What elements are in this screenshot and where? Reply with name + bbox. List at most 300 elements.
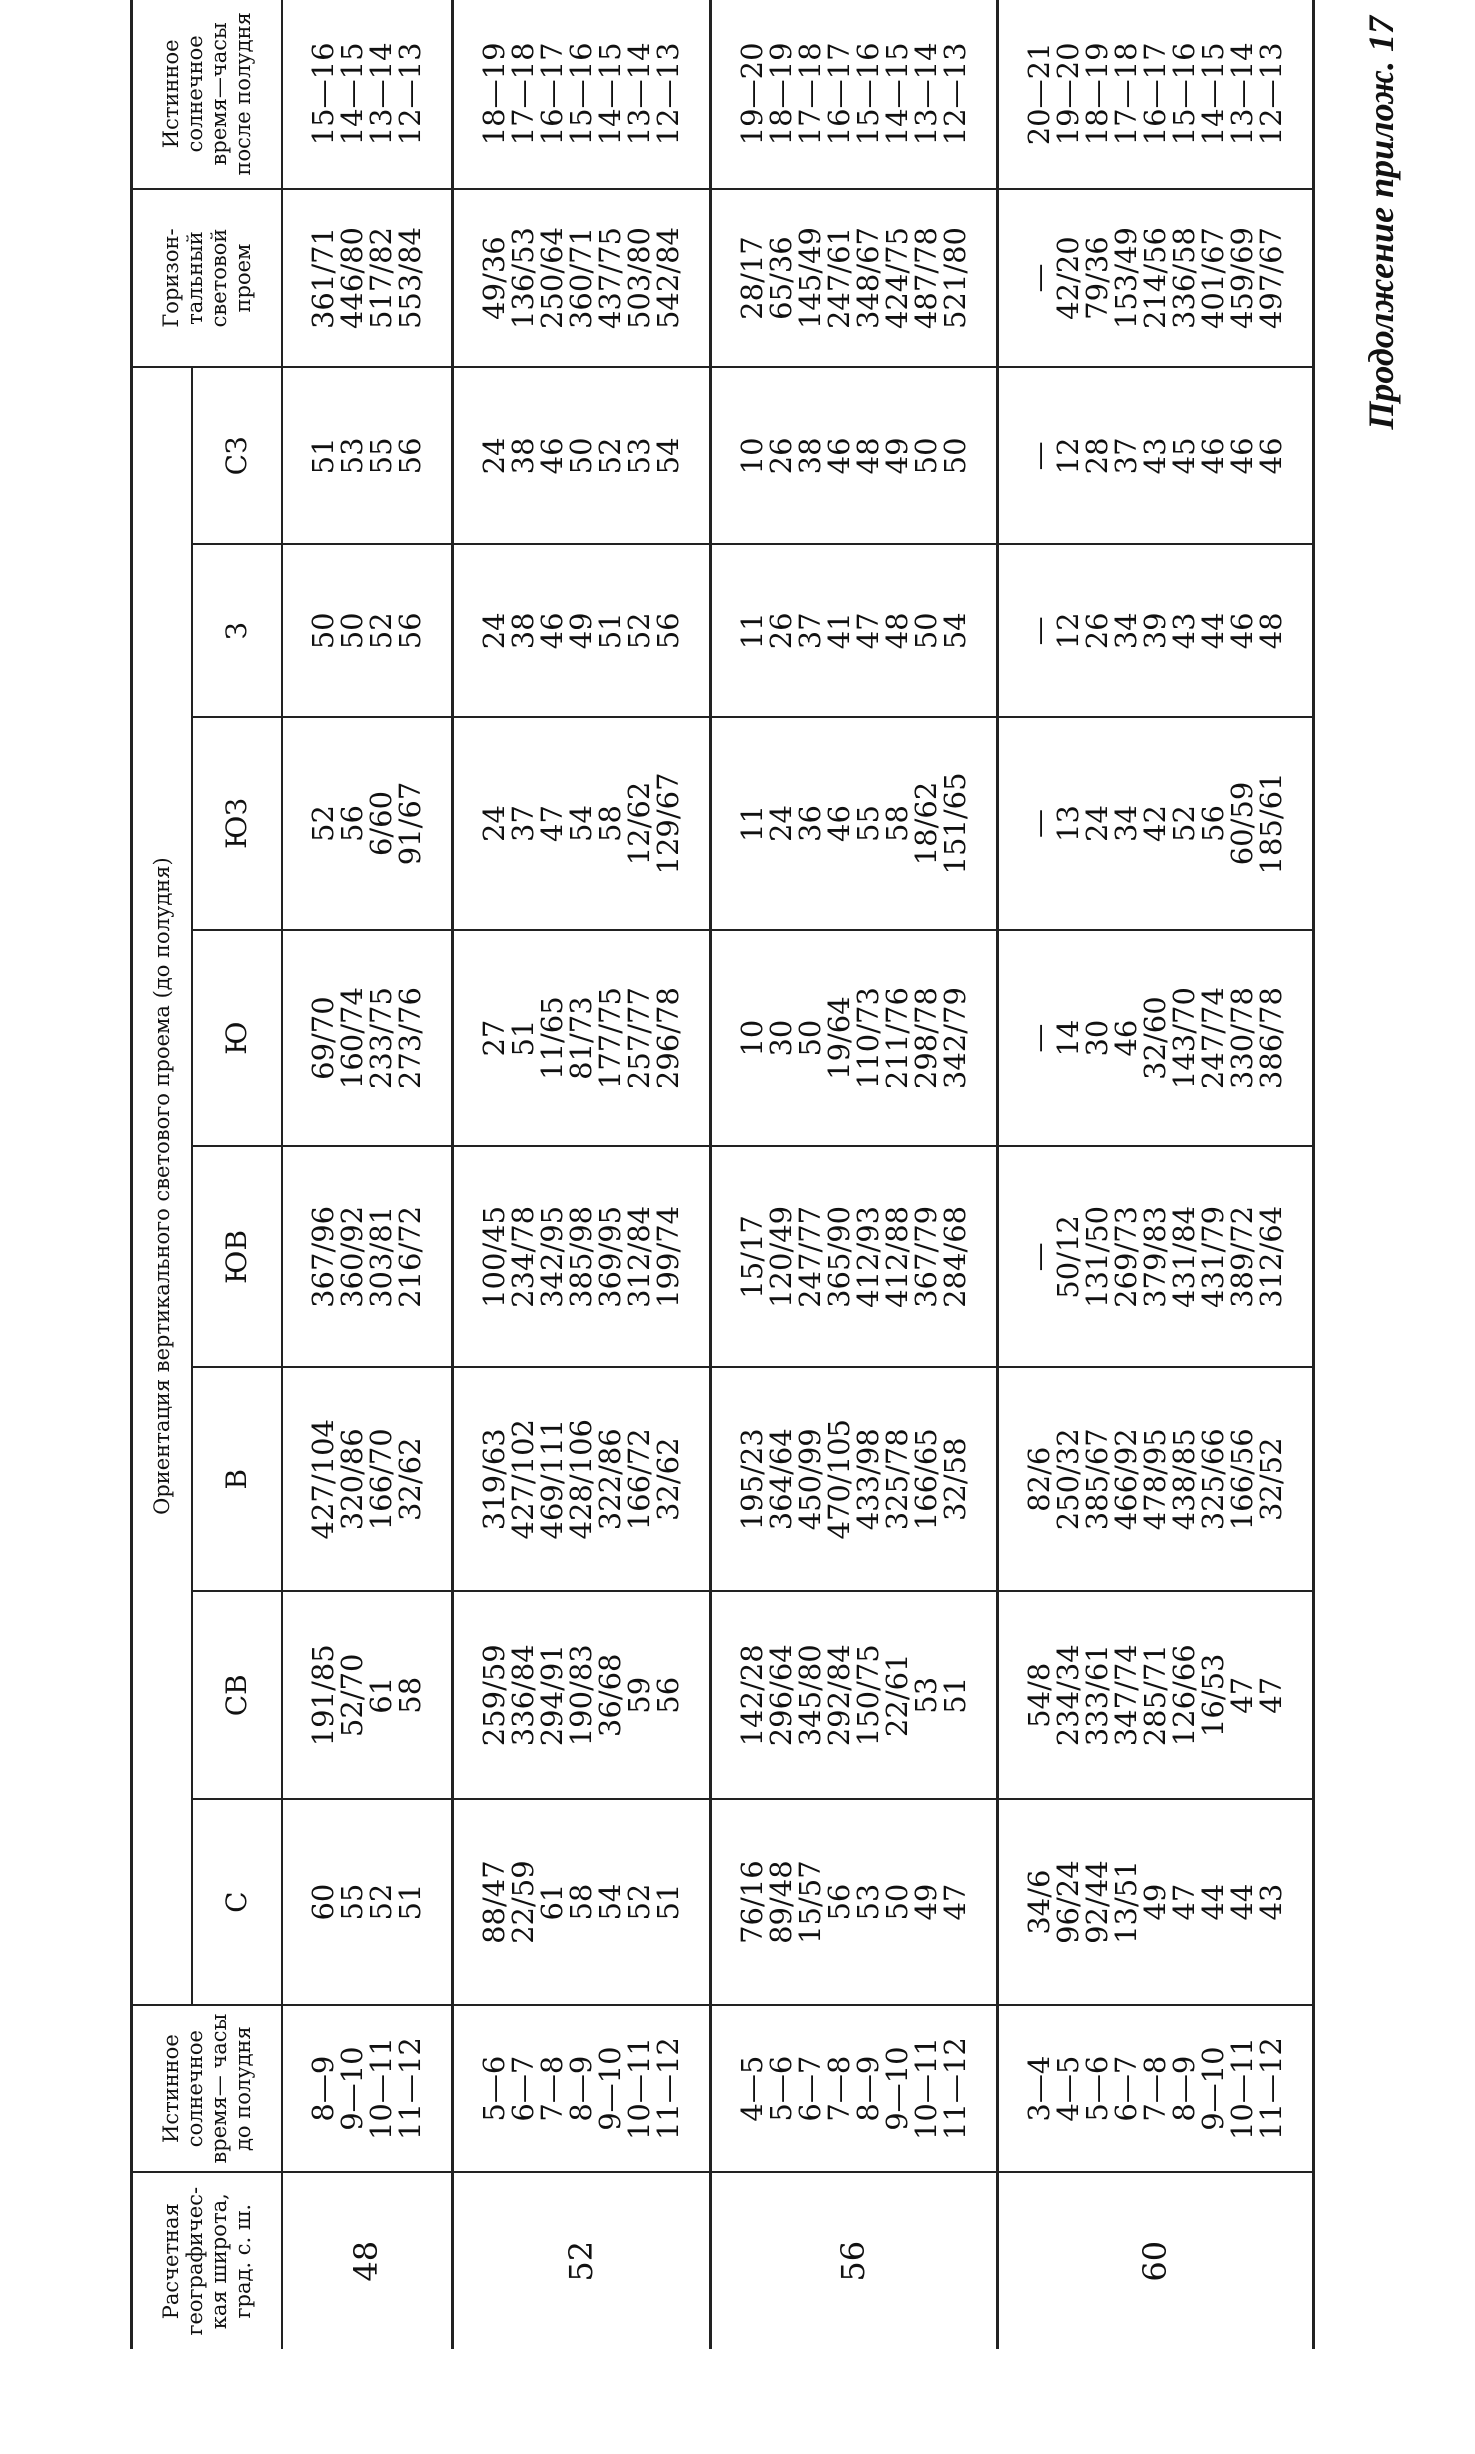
table-cell-value: 234/34 <box>1050 1644 1085 1747</box>
table-cell-value: 37 <box>792 612 827 650</box>
table-cell-value: 19—20 <box>1050 42 1085 146</box>
table-cell-value: 3—4 <box>1021 2055 1056 2122</box>
table-cell-value: 15—16 <box>850 42 885 146</box>
table-cell-value: 53 <box>334 437 369 475</box>
table-cell-value: 56 <box>821 1883 856 1921</box>
table-cell-value: 11—12 <box>650 2037 685 2141</box>
time-afternoon-cell <box>997 0 1313 189</box>
table-cell-value: 9—10 <box>334 2046 369 2131</box>
value-cell <box>710 717 997 929</box>
table-cell-value: 50 <box>305 612 340 650</box>
table-cell-value: 46 <box>1108 1019 1143 1057</box>
table-cell-value: 19/64 <box>821 996 856 1080</box>
table-cell-value: 160/74 <box>334 987 369 1090</box>
table-cell-value: 48 <box>850 437 885 475</box>
table-cell-value: 32/58 <box>937 1437 972 1522</box>
table-cell-value: 11—12 <box>937 2037 972 2141</box>
table-cell-value: 91/67 <box>392 781 427 866</box>
value-cell <box>710 1146 997 1367</box>
table-cell-value: 59 <box>621 1676 656 1714</box>
table-cell-value: 65/36 <box>763 236 798 320</box>
table-cell-value: 38 <box>792 437 827 475</box>
table-cell-value: 56 <box>392 437 427 475</box>
header-time-morning: Истинное солнечное время— часы до полудня <box>132 2005 282 2173</box>
table-cell-value: 47 <box>1166 1883 1201 1921</box>
table-cell-value: 58 <box>879 805 914 842</box>
table-cell-value: 166/65 <box>908 1428 943 1531</box>
table-cell-value: 51 <box>937 1676 972 1714</box>
table-cell-value: 367/96 <box>305 1205 340 1308</box>
table-cell-value: 401/67 <box>1195 227 1230 330</box>
table-cell-value: 26 <box>763 612 798 650</box>
table-cell-value: 88/47 <box>476 1860 511 1944</box>
table-cell-value: 296/78 <box>650 987 685 1090</box>
value-cell <box>997 930 1313 1147</box>
table-cell-value: 42 <box>1137 805 1172 842</box>
header-orientation-group: Ориентация вертикального светового проема (до полудня) <box>132 367 192 2004</box>
table-cell-value: 61 <box>534 1883 569 1921</box>
table-cell-value: 521/80 <box>937 227 972 330</box>
table-cell-value: 15/57 <box>792 1860 827 1944</box>
table-cell-value: 360/92 <box>334 1205 369 1308</box>
table-cell-value: 10—11 <box>1224 2037 1259 2141</box>
table-cell-value: 542/84 <box>650 227 685 330</box>
table-cell-value: 438/85 <box>1166 1428 1201 1531</box>
table-cell-value: 82/6 <box>1021 1446 1056 1512</box>
table-cell-value: 13—14 <box>1224 42 1259 146</box>
table-cell-value: 294/91 <box>534 1644 569 1747</box>
table-cell-value: 52/70 <box>334 1653 369 1738</box>
latitude-group-row <box>452 0 710 2349</box>
table-cell-value: 347/74 <box>1108 1644 1143 1747</box>
time-afternoon-cell <box>452 0 710 189</box>
table-cell-value: 44 <box>1195 1883 1230 1921</box>
latitude-group-row <box>997 0 1313 2349</box>
table-cell-value: 54 <box>592 1883 627 1921</box>
table-cell-value: 15—16 <box>563 42 598 146</box>
table-cell-value: 24 <box>476 612 511 650</box>
table-cell-value: 22/59 <box>505 1860 540 1944</box>
value-cell <box>710 189 997 368</box>
table-cell-value: 22/61 <box>879 1653 914 1738</box>
table-cell-value: 52 <box>621 612 656 650</box>
insolation-table <box>130 0 1315 2349</box>
table-cell-value: 51 <box>392 1883 427 1921</box>
table-cell-value: 34 <box>1108 805 1143 842</box>
table-cell-value: 10 <box>734 437 769 475</box>
value-cell <box>997 1146 1313 1367</box>
table-cell-value: 38 <box>505 437 540 475</box>
table-cell-value: 46 <box>821 805 856 842</box>
table-cell-value: 46 <box>1224 612 1259 650</box>
table-cell-value: 312/84 <box>621 1205 656 1308</box>
table-cell-value: 17—18 <box>792 42 827 146</box>
table-cell-value: 58 <box>563 1883 598 1921</box>
table-cell-value: 5—6 <box>1079 2055 1114 2122</box>
table-cell-value: 7—8 <box>534 2055 569 2122</box>
value-cell <box>710 1367 997 1591</box>
table-cell-value: 89/48 <box>763 1860 798 1944</box>
value-cell <box>997 1367 1313 1591</box>
table-cell-value: 553/84 <box>392 227 427 330</box>
table-cell-value: 51 <box>305 437 340 475</box>
header-horizontal: Горизон-тальный световой проем <box>132 189 282 368</box>
table-cell-value: 385/98 <box>563 1205 598 1308</box>
table-cell-value: 50 <box>563 437 598 475</box>
latitude-cell: 48 <box>282 2172 453 2349</box>
table-cell-value: 257/77 <box>621 987 656 1090</box>
table-cell-value: 52 <box>1166 805 1201 842</box>
table-cell-value: 48 <box>1253 612 1288 650</box>
table-cell-value: 195/23 <box>734 1428 769 1531</box>
table-cell-value: 190/83 <box>563 1644 598 1747</box>
table-cell-value: 6/60 <box>363 790 398 857</box>
header-time-afternoon: Истинное солнечное время—часы после полудня <box>132 0 282 189</box>
table-cell-value: 39 <box>1137 612 1172 650</box>
table-cell-value: 79/36 <box>1079 236 1114 320</box>
table-cell-value: 50 <box>334 612 369 650</box>
value-cell <box>452 717 710 929</box>
table-cell-value: 15/17 <box>734 1215 769 1299</box>
table-cell-value: 14—15 <box>879 42 914 146</box>
table-cell-value: 330/78 <box>1224 987 1259 1090</box>
value-cell <box>710 1591 997 1799</box>
table-cell-value: — <box>1021 1023 1056 1053</box>
latitude-cell: 56 <box>710 2172 997 2349</box>
table-cell-value: 60 <box>305 1883 340 1921</box>
table-cell-value: 17—18 <box>1108 42 1143 146</box>
table-cell-value: 26 <box>1079 612 1114 650</box>
time-morning-cell <box>452 2005 710 2173</box>
table-cell-value: 16/53 <box>1195 1653 1230 1738</box>
table-cell-value: 51 <box>650 1883 685 1921</box>
table-cell-value: 47 <box>937 1883 972 1921</box>
table-cell-value: 269/73 <box>1108 1205 1143 1308</box>
table-cell-value: 52 <box>592 437 627 475</box>
latitude-group-row <box>282 0 453 2349</box>
table-cell-value: 46 <box>534 612 569 650</box>
value-cell <box>282 1367 453 1591</box>
value-cell <box>710 544 997 717</box>
table-cell-value: 177/75 <box>592 987 627 1090</box>
table-cell-value: 166/70 <box>363 1428 398 1531</box>
table-cell-value: 16—17 <box>534 42 569 146</box>
table-cell-value: 46 <box>821 437 856 475</box>
table-cell-value: 360/71 <box>563 227 598 330</box>
table-cell-value: 185/61 <box>1253 772 1288 875</box>
table-cell-value: 56 <box>1195 805 1230 842</box>
table-cell-value: 10 <box>734 1019 769 1057</box>
table-cell-value: 325/66 <box>1195 1428 1230 1531</box>
table-cell-value: 342/79 <box>937 987 972 1090</box>
value-cell <box>710 930 997 1147</box>
table-cell-value: 46 <box>1224 437 1259 475</box>
table-cell-value: 51 <box>592 612 627 650</box>
table-cell-value: 52 <box>363 612 398 650</box>
table-cell-value: 56 <box>650 612 685 650</box>
table-cell-value: 55 <box>363 437 398 475</box>
table-cell-value: 364/64 <box>763 1428 798 1531</box>
table-cell-value: 233/75 <box>363 987 398 1090</box>
table-cell-value: 298/78 <box>908 987 943 1090</box>
table-cell-value: 69/70 <box>305 996 340 1080</box>
value-cell <box>997 544 1313 717</box>
table-cell-value: 30 <box>1079 1019 1114 1057</box>
table-cell-value: 386/78 <box>1253 987 1288 1090</box>
table-cell-value: 325/78 <box>879 1428 914 1531</box>
table-cell-value: 48 <box>879 612 914 650</box>
table-cell-value: 369/95 <box>592 1205 627 1308</box>
table-cell-value: 56 <box>392 612 427 650</box>
table-cell-value: 52 <box>305 805 340 842</box>
table-cell-value: 15—16 <box>305 42 340 146</box>
table-cell-value: — <box>1021 1242 1056 1272</box>
header-direction: З <box>192 544 282 717</box>
table-cell-value: 412/93 <box>850 1205 885 1308</box>
table-cell-value: 459/69 <box>1224 227 1259 330</box>
table-cell-value: 14—15 <box>592 42 627 146</box>
table-cell-value: 11—12 <box>1253 2037 1288 2141</box>
table-cell-value: 446/80 <box>334 227 369 330</box>
table-cell-value: 12 <box>1050 612 1085 650</box>
table-cell-value: 26 <box>763 437 798 475</box>
table-cell-value: 336/58 <box>1166 227 1201 330</box>
table-cell-value: 47 <box>1224 1676 1259 1714</box>
table-cell-value: 427/102 <box>505 1419 540 1540</box>
table-cell-value: 379/83 <box>1137 1205 1172 1308</box>
table-cell-value: 43 <box>1137 437 1172 475</box>
table-cell-value: 9—10 <box>1195 2046 1230 2131</box>
table-cell-value: 50 <box>792 1019 827 1057</box>
table-cell-value: 50 <box>908 437 943 475</box>
table-cell-value: 6—7 <box>792 2055 827 2122</box>
table-cell-value: 18/62 <box>908 781 943 866</box>
table-cell-value: 50 <box>908 612 943 650</box>
table-cell-value: 44 <box>1224 1883 1259 1921</box>
table-cell-value: 92/44 <box>1079 1860 1114 1944</box>
table-cell-value: 348/67 <box>850 227 885 330</box>
table-cell-value: 431/84 <box>1166 1205 1201 1308</box>
table-cell-value: 126/66 <box>1166 1644 1201 1747</box>
time-morning-cell <box>997 2005 1313 2173</box>
value-cell <box>282 930 453 1147</box>
header-direction: С <box>192 1799 282 2004</box>
table-cell-value: 6—7 <box>1108 2055 1143 2122</box>
value-cell <box>710 1799 997 2004</box>
table-cell-value: 428/106 <box>563 1419 598 1540</box>
table-cell-value: 216/72 <box>392 1205 427 1308</box>
table-cell-value: 214/56 <box>1137 227 1172 330</box>
value-cell <box>282 1591 453 1799</box>
table-cell-value: 9—10 <box>592 2046 627 2131</box>
table-cell-value: 247/74 <box>1195 987 1230 1090</box>
table-cell-value: 47 <box>850 612 885 650</box>
table-cell-value: 503/80 <box>621 227 656 330</box>
table-cell-value: 100/45 <box>476 1205 511 1308</box>
table-cell-value: 16—17 <box>821 42 856 146</box>
value-cell <box>452 1799 710 2004</box>
table-cell-value: 13—14 <box>363 42 398 146</box>
table-cell-value: 312/64 <box>1253 1205 1288 1308</box>
table-cell-value: 43 <box>1166 612 1201 650</box>
latitude-group-row <box>710 0 997 2349</box>
table-cell-value: 12—13 <box>1253 42 1288 146</box>
table-cell-value: 55 <box>334 1883 369 1921</box>
table-cell-value: 37 <box>1108 437 1143 475</box>
header-direction: Ю <box>192 930 282 1147</box>
table-cell-value: 437/75 <box>592 227 627 330</box>
table-cell-value: 284/68 <box>937 1205 972 1308</box>
table-cell-value: 319/63 <box>476 1428 511 1531</box>
table-cell-value: 151/65 <box>937 772 972 875</box>
table-cell-value: 285/71 <box>1137 1644 1172 1747</box>
table-cell-value: 433/98 <box>850 1428 885 1531</box>
table-cell-value: 7—8 <box>821 2055 856 2122</box>
table-cell-value: 13 <box>1050 805 1085 842</box>
table-cell-value: 120/49 <box>763 1205 798 1308</box>
table-cell-value: 191/85 <box>305 1644 340 1747</box>
table-cell-value: 466/92 <box>1108 1428 1143 1531</box>
table-cell-value: 54/8 <box>1021 1662 1056 1728</box>
table-cell-value: 54 <box>650 437 685 475</box>
table-cell-value: 10—11 <box>908 2037 943 2141</box>
table-cell-value: — <box>1021 808 1056 838</box>
table-cell-value: 342/95 <box>534 1205 569 1308</box>
table-cell-value: 12 <box>1050 437 1085 475</box>
table-cell-value: 56 <box>650 1676 685 1714</box>
table-cell-value: 76/16 <box>734 1860 769 1944</box>
value-cell <box>997 1799 1313 2004</box>
table-cell-value: 166/56 <box>1224 1428 1259 1531</box>
table-cell-value: 11 <box>734 805 769 842</box>
table-cell-value: 43 <box>1253 1883 1288 1921</box>
table-cell-value: 385/67 <box>1079 1428 1114 1531</box>
value-cell <box>997 367 1313 544</box>
table-cell-value: 497/67 <box>1253 227 1288 330</box>
table-cell-value: 322/86 <box>592 1428 627 1531</box>
table-cell-value: 8—9 <box>850 2055 885 2122</box>
header-direction: В <box>192 1367 282 1591</box>
table-cell-value: 53 <box>621 437 656 475</box>
table-cell-value: 28/17 <box>734 236 769 320</box>
table-cell-value: 47 <box>534 805 569 842</box>
table-cell-value: 412/88 <box>879 1205 914 1308</box>
header-direction: ЮВ <box>192 1146 282 1367</box>
table-cell-value: 4—5 <box>1050 2055 1085 2122</box>
table-cell-value: 10—11 <box>363 2037 398 2141</box>
value-cell <box>452 544 710 717</box>
table-cell-value: 20—21 <box>1021 42 1056 146</box>
table-cell-value: 49 <box>879 437 914 475</box>
table-cell-value: 36/68 <box>592 1653 627 1738</box>
value-cell <box>452 189 710 368</box>
table-cell-value: 247/77 <box>792 1205 827 1308</box>
table-cell-value: 12—13 <box>650 42 685 146</box>
table-cell-value: 110/73 <box>850 987 885 1090</box>
table-cell-value: 9—10 <box>879 2046 914 2131</box>
table-cell-value: 58 <box>592 805 627 842</box>
time-morning-cell <box>282 2005 453 2173</box>
value-cell <box>452 1367 710 1591</box>
table-cell-value: 478/95 <box>1137 1428 1172 1531</box>
table-cell-value: 47 <box>1253 1676 1288 1714</box>
table-cell-value: 37 <box>505 805 540 842</box>
latitude-cell: 52 <box>452 2172 710 2349</box>
table-cell-value: 469/111 <box>534 1419 569 1540</box>
table-cell-value: 250/64 <box>534 227 569 330</box>
table-cell-value: 10—11 <box>621 2037 656 2141</box>
table-cell-value: 5—6 <box>476 2055 511 2122</box>
table-cell-value: 14 <box>1050 1019 1085 1057</box>
value-cell <box>282 367 453 544</box>
table-cell-value: 52 <box>363 1883 398 1921</box>
latitude-cell: 60 <box>997 2172 1313 2349</box>
table-cell-value: 49 <box>563 612 598 650</box>
table-cell-value: 320/86 <box>334 1428 369 1531</box>
table-cell-value: 129/67 <box>650 772 685 875</box>
value-cell <box>452 1591 710 1799</box>
table-cell-value: 11 <box>734 612 769 650</box>
table-cell-value: 34 <box>1108 612 1143 650</box>
table-cell-value: 424/75 <box>879 227 914 330</box>
table-cell-value: 8—9 <box>563 2055 598 2122</box>
table-cell-value: 131/50 <box>1079 1205 1114 1308</box>
table-cell-value: 6—7 <box>505 2055 540 2122</box>
table-cell-value: 34/6 <box>1021 1869 1056 1935</box>
table-cell-value: 14—15 <box>1195 42 1230 146</box>
table-cell-value: 44 <box>1195 612 1230 650</box>
table-cell-value: 431/79 <box>1195 1205 1230 1308</box>
table-cell-value: 46 <box>1253 437 1288 475</box>
table-cell-value: 28 <box>1079 437 1114 475</box>
table-cell-value: 166/72 <box>621 1428 656 1531</box>
table-cell-value: 38 <box>505 612 540 650</box>
value-cell <box>282 189 453 368</box>
table-cell-value: 19—20 <box>734 42 769 146</box>
table-cell-value: 303/81 <box>363 1205 398 1308</box>
table-cell-value: 24 <box>1079 805 1114 842</box>
value-cell <box>710 367 997 544</box>
table-cell-value: 42/20 <box>1050 236 1085 320</box>
table-cell-value: 50/12 <box>1050 1215 1085 1299</box>
table-cell-value: 53 <box>850 1883 885 1921</box>
table-cell-value: 136/53 <box>505 227 540 330</box>
table-cell-value: 143/70 <box>1166 987 1201 1090</box>
table-cell-value: 49 <box>1137 1883 1172 1921</box>
table-cell-value: 333/61 <box>1079 1644 1114 1747</box>
header-direction: ЮЗ <box>192 717 282 929</box>
table-cell-value: 54 <box>563 805 598 842</box>
table-cell-value: 24 <box>476 805 511 842</box>
value-cell <box>282 717 453 929</box>
value-cell <box>997 1591 1313 1799</box>
table-cell-value: 52 <box>621 1883 656 1921</box>
table-cell-value: 296/64 <box>763 1644 798 1747</box>
table-cell-value: 81/73 <box>563 996 598 1080</box>
table-cell-value: 5—6 <box>763 2055 798 2122</box>
table-cell-value: 50 <box>937 437 972 475</box>
table-cell-value: — <box>1021 441 1056 471</box>
table-cell-value: 7—8 <box>1137 2055 1172 2122</box>
value-cell <box>452 930 710 1147</box>
table-cell-value: 336/84 <box>505 1644 540 1747</box>
table-cell-value: 46 <box>534 437 569 475</box>
table-cell-value: 487/78 <box>908 227 943 330</box>
header-direction: СЗ <box>192 367 282 544</box>
value-cell <box>452 1146 710 1367</box>
table-cell-value: 45 <box>1166 437 1201 475</box>
header-direction: СВ <box>192 1591 282 1799</box>
